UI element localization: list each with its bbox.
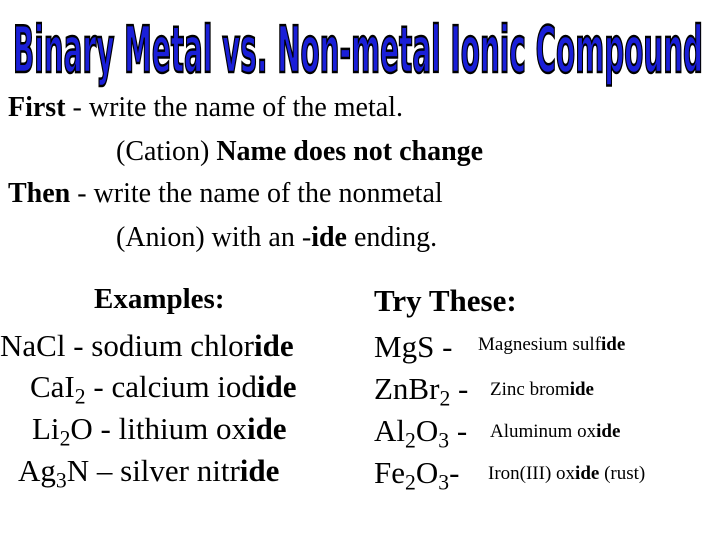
title-wordart: Binary Metal vs. Non-metal Ionic Compound (13, 14, 703, 88)
rule-anion: (Anion) with an -ide ending. (116, 222, 438, 253)
examples-heading: Examples: (94, 283, 225, 315)
try-answer: Iron(III) oxide (rust) (488, 463, 646, 484)
rule-first: First - write the name of the metal. (8, 92, 403, 123)
try-heading: Try These: (374, 283, 517, 318)
try-formula: ZnBr$_2$ - (374, 371, 469, 411)
try-formula: $Fe_2O_3-$ (374, 455, 460, 495)
page-title (0, 4, 720, 90)
try-formula: MgS - (374, 329, 453, 364)
rule-then: Then - write the name of the nonmetal (8, 178, 443, 209)
try-answer: Aluminum oxide (490, 421, 621, 442)
try-answer: Magnesium sulfide (478, 334, 626, 355)
example-item: $Li_2O$ - lithium oxide (32, 411, 287, 451)
try-answer: Zinc bromide (490, 379, 594, 400)
try-formula: $Al_2O_3$ - (374, 413, 468, 453)
rule-cation: (Cation) Name does not change (116, 136, 484, 167)
example-item: $Ag_3N$ – silver nitride (18, 453, 280, 493)
example-item: CaI$_2$ - calcium iodide (30, 369, 297, 409)
example-item: NaCl - sodium chloride (0, 328, 294, 363)
